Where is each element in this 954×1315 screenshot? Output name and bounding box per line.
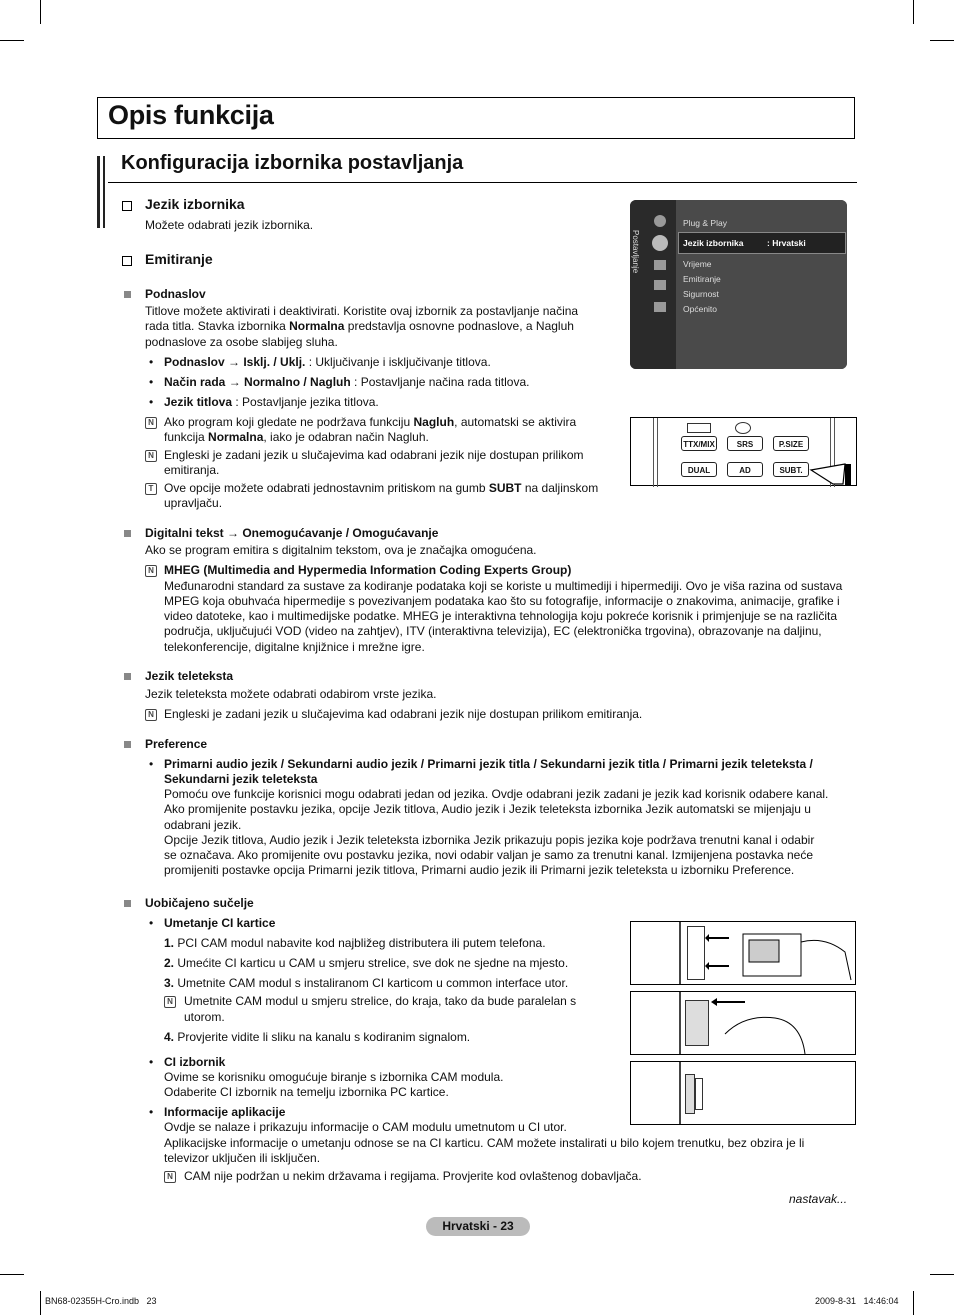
srs-icon xyxy=(735,422,751,434)
sucelje-bullet: CI izbornik xyxy=(164,1055,226,1069)
remote-tip-icon: T xyxy=(145,483,157,495)
sucelje-line: televizor uključen ili isključen. xyxy=(164,1151,321,1165)
bullet: • xyxy=(149,757,154,771)
note-text: upravljaču. xyxy=(164,496,223,510)
crop-mark xyxy=(930,1274,954,1275)
text: Normalna xyxy=(289,319,345,333)
note-text: Engleski je zadani jezik u slučajevima kad odabrani jezik nije dostupan prilikom xyxy=(164,448,584,462)
text: , automatski se aktivira xyxy=(454,415,577,429)
ci-card-figure-3 xyxy=(630,1061,856,1125)
sucelje-bullet: Umetanje CI kartice xyxy=(164,916,276,930)
crop-mark xyxy=(913,0,914,24)
card-insert-icon xyxy=(705,928,855,984)
bullet: • xyxy=(149,355,154,369)
gray-square-icon xyxy=(124,291,131,298)
tv-menu-item: Sigurnost xyxy=(683,289,719,299)
text: , iako je odabran način Nagluh. xyxy=(263,430,429,444)
text: : Postavljanje načina rada titlova. xyxy=(350,375,530,389)
gray-square-icon xyxy=(124,900,131,907)
mheg-title: MHEG (Multimedia and Hypermedia Information Coding Experts Group) xyxy=(164,563,572,577)
input-icon xyxy=(654,280,666,290)
text: Podnaslov → Isklj. / Uklj. xyxy=(164,355,306,369)
jezik-text: Možete odabrati jezik izbornika. xyxy=(145,218,314,232)
tv-menu-item: Vrijeme xyxy=(683,259,712,269)
tv-menu-item: Emitiranje xyxy=(683,274,721,284)
page-number: Hrvatski - 23 xyxy=(442,1219,514,1233)
text: PCI CAM modul nabavite kod najbližeg distributera ili putem telefona. xyxy=(174,936,546,950)
text: Nagluh xyxy=(413,415,455,429)
note-text: Umetnite CAM modul u smjeru strelice, do kraja, tako da bude paralelan s xyxy=(184,994,577,1008)
checkbox-square-icon xyxy=(122,201,132,211)
tv-menu-item: Općenito xyxy=(683,304,718,314)
text: Umetnite CAM modul s instaliranom CI karticom u common interface utor. xyxy=(174,976,569,990)
tv-menu-item-selected: Jezik izbornika xyxy=(683,238,744,248)
ad-button: AD xyxy=(727,462,763,477)
ttx-mix-button: TTX/MIX xyxy=(681,436,717,451)
note-icon: N xyxy=(145,417,157,429)
plug-icon xyxy=(654,215,666,227)
sucelje-bullet: Informacije aplikacije xyxy=(164,1105,286,1119)
section-title: Konfiguracija izbornika postavljanja xyxy=(121,152,464,174)
preference-line: Pomoću ove funkcije korisnici mogu odabrati jedan od jezika. Ovdje odabrani jezik zadani je jezik kad korisnik odabere kanal. xyxy=(164,787,829,801)
section-bar xyxy=(97,156,100,228)
podnaslov-line: Titlove možete aktivirati i deaktivirati. Koristite ovaj izbornik za postavljanje načina xyxy=(145,304,579,318)
teletext-icon xyxy=(687,423,711,433)
file-info: BN68-02355H-Cro.indb 23 xyxy=(45,1296,157,1306)
mheg-line: video datoteke, kao i multimedijske podatke. MHEG je interaktivna tehnologija koju pokreće korisnik i primjenjuje se na različita xyxy=(164,609,837,623)
ci-card-figure-2 xyxy=(630,991,856,1055)
note-text: emitiranja. xyxy=(164,463,220,477)
heading-jezik: Jezik izbornika xyxy=(145,196,245,212)
text: 4. xyxy=(164,1030,175,1044)
page-number-badge xyxy=(426,1217,530,1236)
podnaslov-heading: Podnaslov xyxy=(145,287,206,301)
checkbox-square-icon xyxy=(122,256,132,266)
text: na daljinskom xyxy=(521,481,599,495)
text: 3. xyxy=(164,976,175,990)
pointing-hand-icon xyxy=(809,462,857,487)
bullet: • xyxy=(149,1105,154,1119)
bullet: • xyxy=(149,1055,154,1069)
crop-mark xyxy=(913,1291,914,1315)
text: SUBT xyxy=(488,481,522,495)
teletekst-heading: Jezik teleteksta xyxy=(145,669,234,683)
text: Način rada → Normalno / Nagluh xyxy=(164,375,351,389)
srs-button: SRS xyxy=(727,436,763,451)
section-divider xyxy=(108,182,857,183)
podnaslov-line: podnaslove za osobe slabijeg sluha. xyxy=(145,335,338,349)
remote-illustration xyxy=(630,417,857,486)
tv-menu-value: : Hrvatski xyxy=(767,238,806,248)
preference-line: Ako promijenite postavku jezika, opcije Jezik titlova, Audio jezik i Jezik teleteksta izbornika Jezik automatski se mijenjaju u xyxy=(164,802,811,816)
digitalni-heading: Digitalni tekst → Onemogućavanje / Omogućavanje xyxy=(145,526,439,540)
preference-line: promijeniti postavke opcija Primarni jezik titlova, Primarni audio jezik ili Primarni jezik teleteksta u izborniku Preference. xyxy=(164,863,795,877)
continued-label: nastavak... xyxy=(789,1192,848,1206)
sucelje-line: Odaberite CI izbornik na temelju izbornika PC kartice. xyxy=(164,1085,449,1099)
note-icon: N xyxy=(145,709,157,721)
gray-square-icon xyxy=(124,673,131,680)
note-text: Engleski je zadani jezik u slučajevima kad odabrani jezik nije dostupan prilikom emitiranja. xyxy=(164,707,643,721)
subt-button: SUBT. xyxy=(773,462,809,477)
mheg-line: MPEG koja obuhvaća hipermedije s povezivanjem podataka kao što su fotografije, informacije o znakovima, animacije, grafike i xyxy=(164,594,840,608)
text: Ako program koji gledate ne podržava funkciju xyxy=(164,415,414,429)
text: Provjerite vidite li sliku na kanalu s kodiranim signalom. xyxy=(174,1030,471,1044)
support-icon xyxy=(654,302,666,312)
crop-mark xyxy=(0,1274,24,1275)
heading-emitiranje: Emitiranje xyxy=(145,251,213,267)
ci-card-figure-1 xyxy=(630,921,856,985)
text: Jezik titlova xyxy=(164,395,233,409)
psize-button: P.SIZE xyxy=(773,436,809,451)
sucelje-line: Ovdje se nalaze i prikazuju informacije o CAM modulu umetnutom u CI utor. xyxy=(164,1120,567,1134)
sucelje-line: Ovime se korisniku omogućuje biranje s izbornika CAM modula. xyxy=(164,1070,504,1084)
text: 1. xyxy=(164,936,175,950)
mheg-line: telekonferencije, digitalne knjižnice i mrežne igre. xyxy=(164,640,425,654)
sucelje-heading: Uobičajeno sučelje xyxy=(145,896,254,910)
note-icon: N xyxy=(145,565,157,577)
crop-mark xyxy=(0,40,24,41)
preference-bullet: Sekundarni jezik teleteksta xyxy=(164,772,318,786)
text: Umećite CI karticu u CAM u smjeru strelice, sve dok ne sjedne na mjesto. xyxy=(174,956,569,970)
crop-mark xyxy=(40,1291,41,1315)
tv-menu-screenshot xyxy=(630,200,847,369)
bullet: • xyxy=(149,375,154,389)
teletekst-text: Jezik teleteksta možete odabrati odabirom vrste jezika. xyxy=(145,687,437,701)
antenna-icon xyxy=(654,260,666,270)
text: 2. xyxy=(164,956,175,970)
note-text: utorom. xyxy=(184,1010,225,1024)
text: : Postavljanje jezika titlova. xyxy=(232,395,379,409)
print-date: 2009-8-31 14:46:04 xyxy=(815,1296,899,1306)
text: : Uključivanje i isključivanje titlova. xyxy=(305,355,491,369)
crop-mark xyxy=(40,0,41,24)
hand-insert-icon xyxy=(705,994,855,1054)
note-text: CAM nije podržan u nekim državama i regijama. Provjerite kod ovlaštenog dobavljača. xyxy=(184,1169,642,1183)
note-icon: N xyxy=(164,1171,176,1183)
dual-button: DUAL xyxy=(681,462,717,477)
sucelje-line: Aplikacijske informacije o umetanju odnose se na CI karticu. CAM možete instalirati u bilo kojem trenutku, bez obzira je li xyxy=(164,1136,805,1150)
note-icon: N xyxy=(145,450,157,462)
mheg-line: Međunarodni standard za sustave za kodiranje podataka koji se koriste u multimediji i hipermediji. Ovo je viša razina od sustava xyxy=(164,579,843,593)
crop-mark xyxy=(930,40,954,41)
note-icon: N xyxy=(164,996,176,1008)
preference-heading: Preference xyxy=(145,737,208,751)
bullet: • xyxy=(149,395,154,409)
mheg-line: područja, uključujući VOD (video na zahtjev), ITV (interaktivna televizija), EC (elektronička trgovina), obrazovanje na daljinu, xyxy=(164,624,822,638)
bullet: • xyxy=(149,916,154,930)
text: Normalna xyxy=(208,430,264,444)
text: rada titla. Stavka izbornika xyxy=(145,319,290,333)
page-title: Opis funkcija xyxy=(108,100,274,130)
preference-line: se označava. Ako promijenite ovu postavku jezika, novi odabir valjan je samo za trenutni kanal. Izmijenjena postavka neće xyxy=(164,848,814,862)
tv-menu-item: Plug & Play xyxy=(683,218,727,228)
digitalni-text: Ako se program emitira s digitalnim tekstom, ova je značajka omogućena. xyxy=(145,543,537,557)
preference-line: odabrani jezik. xyxy=(164,818,242,832)
preference-bullet: Primarni audio jezik / Sekundarni audio jezik / Primarni jezik titla / Sekundarni jezik titla / Primarni jezik teleteksta / xyxy=(164,757,813,771)
text: funkcija xyxy=(164,430,209,444)
gray-square-icon xyxy=(124,741,131,748)
text: predstavlja osnovne podnaslove, a Nagluh xyxy=(344,319,574,333)
gray-square-icon xyxy=(124,530,131,537)
text: Ove opcije možete odabrati jednostavnim pritiskom na gumb xyxy=(164,481,489,495)
page-title-box xyxy=(97,97,855,139)
tv-menu-side-label: Postavljanje xyxy=(631,230,640,274)
gear-icon xyxy=(652,235,668,251)
section-bar xyxy=(103,156,105,228)
preference-line: Opcije Jezik titlova, Audio jezik i Jezik teleteksta izbornika Jezik prikazuju popis jezika koje podržava trenutni kanal i odabir xyxy=(164,833,815,847)
